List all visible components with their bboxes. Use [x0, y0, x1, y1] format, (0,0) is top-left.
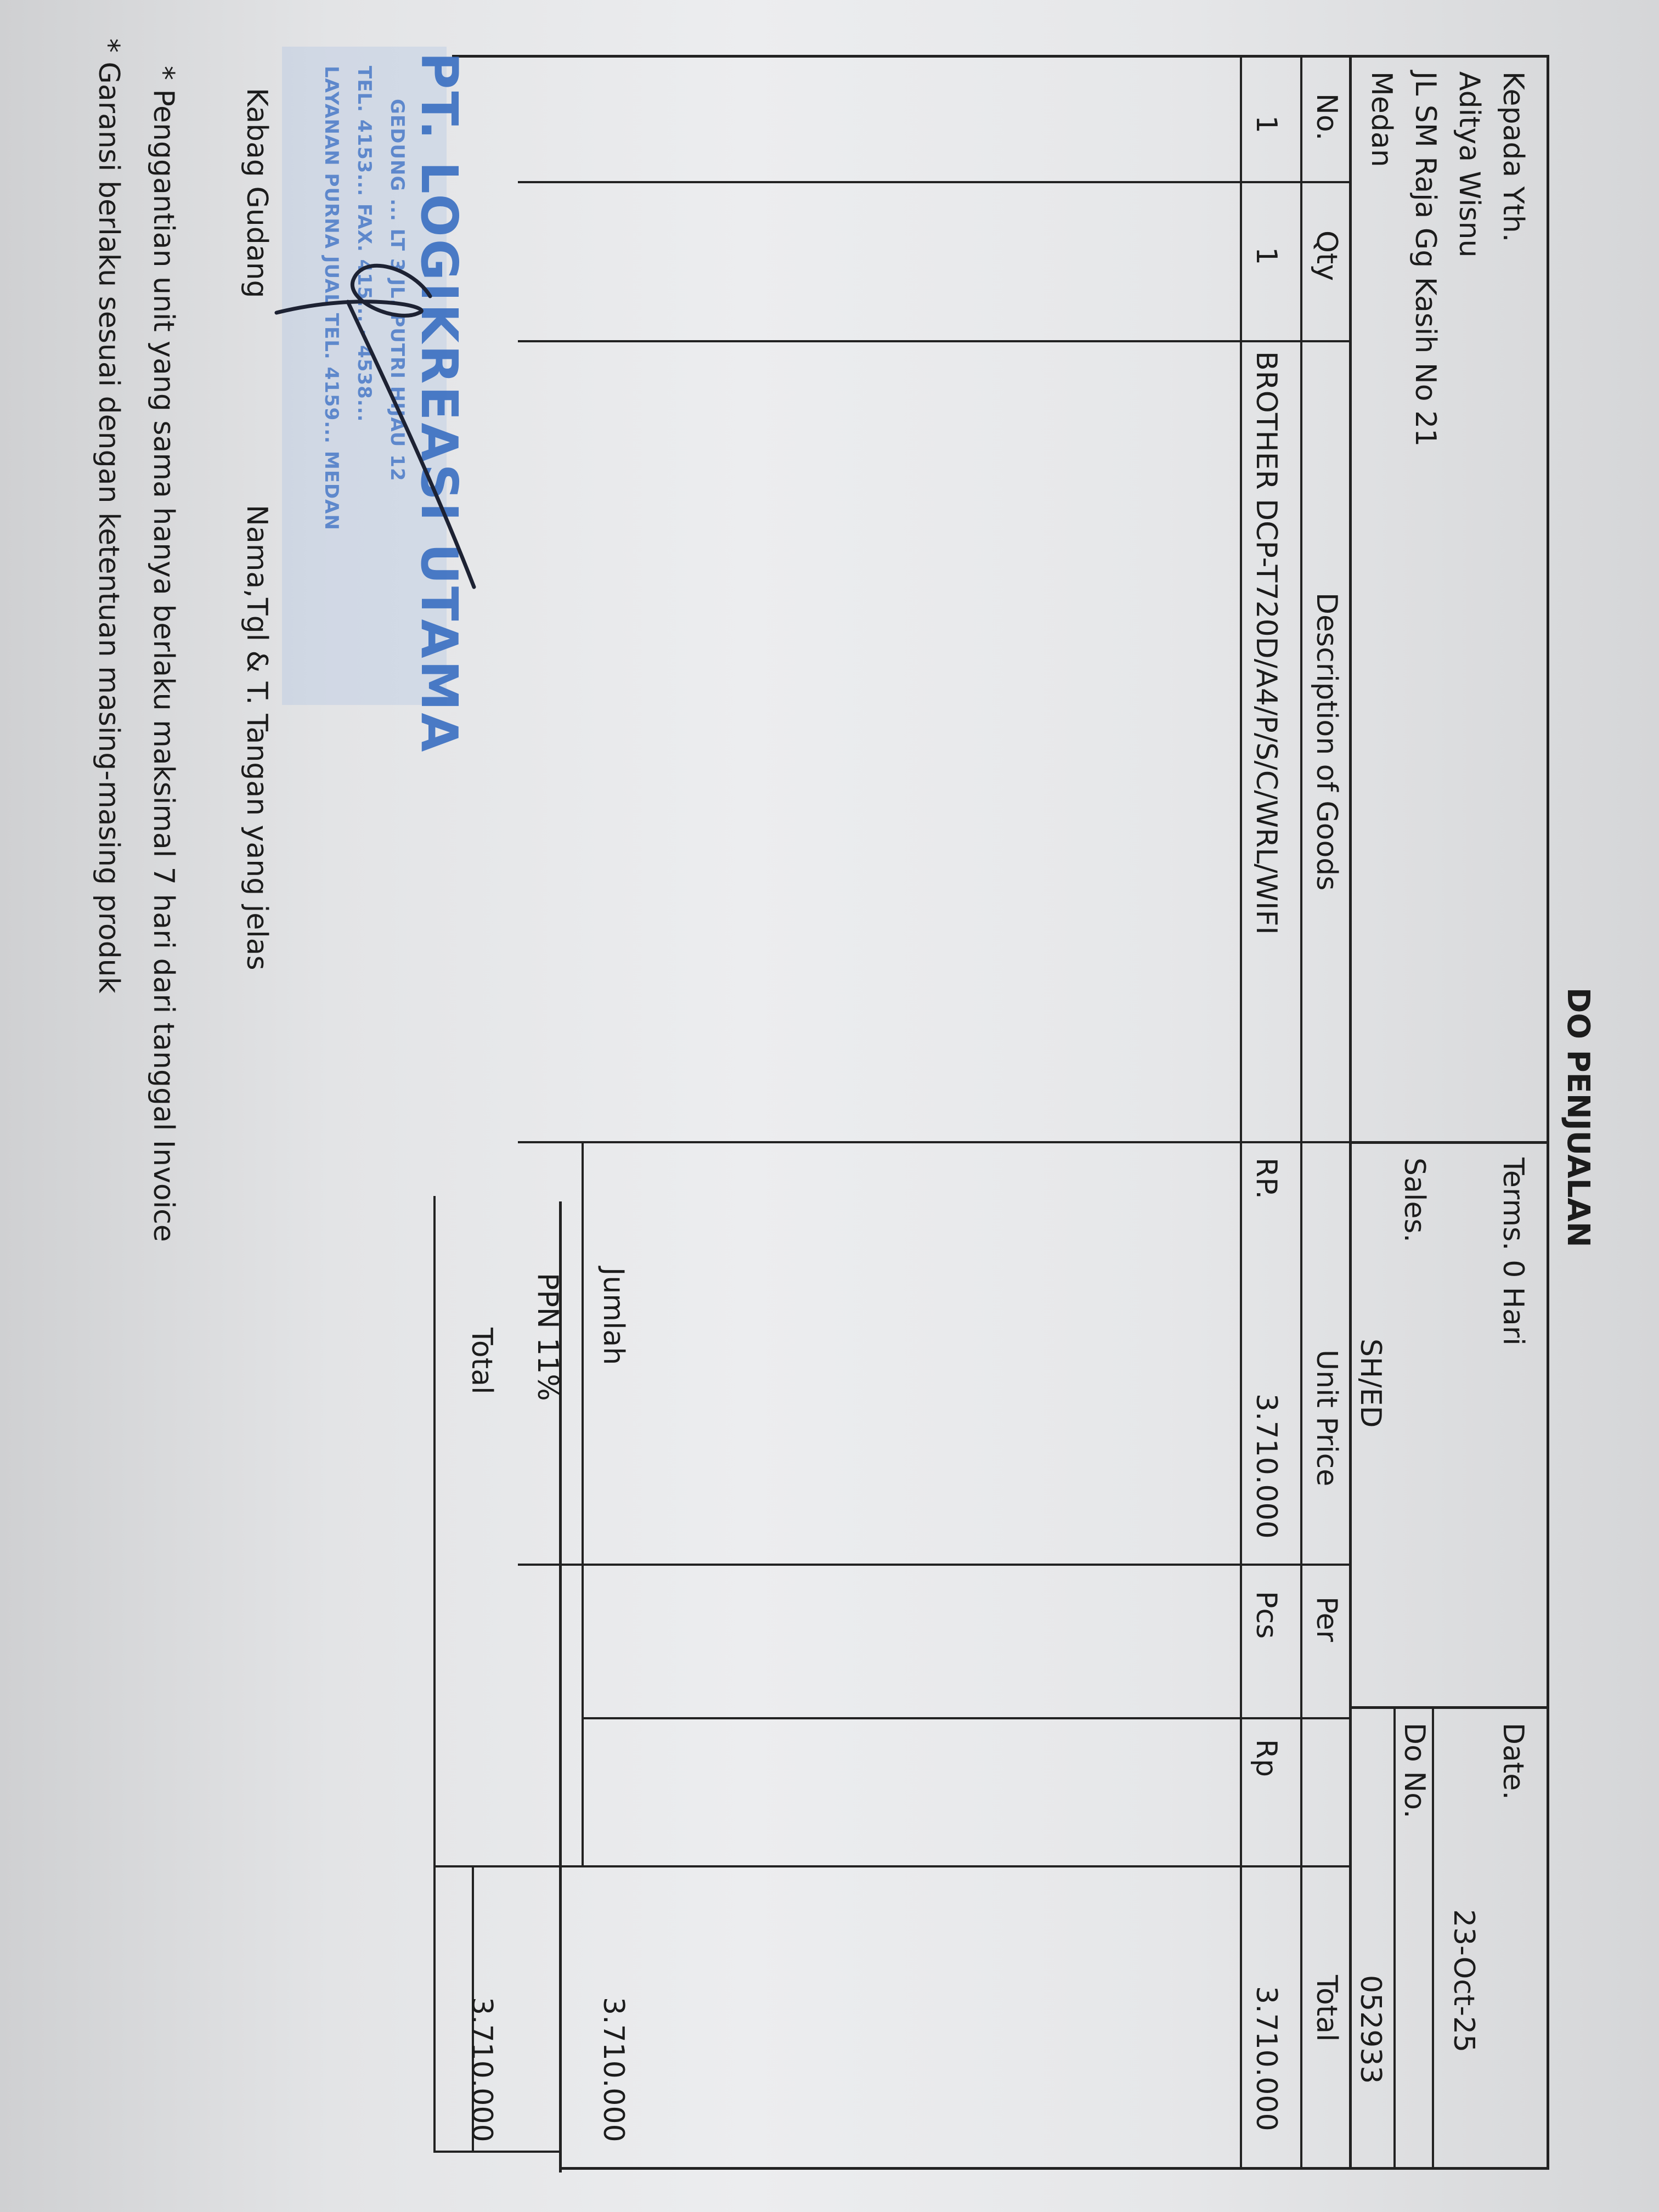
- header-description: Description of Goods: [1310, 592, 1343, 891]
- row-currency: RP.: [1250, 1158, 1283, 1199]
- warehouse-signature-label: Kabag Gudang: [240, 88, 273, 298]
- row-qty: 1: [1250, 247, 1283, 266]
- total-label: Total: [465, 1328, 498, 1395]
- summary-bottom-line: [433, 1196, 436, 2153]
- header-qty: Qty: [1310, 230, 1343, 281]
- header-unit-price: Unit Price: [1310, 1350, 1343, 1487]
- table-header-bottom-line: [1300, 55, 1302, 2167]
- date-value: 23-Oct-25: [1447, 1909, 1480, 2053]
- row-description: BROTHER DCP-T720D/A4/P/S/C/WRL/WIFI: [1250, 351, 1283, 935]
- do-number-value: 052933: [1354, 1975, 1387, 2084]
- col-divider-price: [518, 1564, 1352, 1566]
- date-do-separator: [1432, 1706, 1434, 2167]
- sales-value: SH/ED: [1354, 1339, 1387, 1428]
- frame-right-line: [562, 2167, 1549, 2170]
- note-replacement: * Penggantian unit yang sama hanya berlaku maksimal 7 hari dari tanggal Invoice: [147, 66, 180, 1242]
- receiver-signature-label: Nama,Tgl & T. Tangan yang jelas: [240, 505, 273, 970]
- table-row-line: [1240, 55, 1242, 2167]
- terms-text: Terms. 0 Hari: [1497, 1158, 1530, 1346]
- recipient-address: JL SM Raja Gg Kasih No 21: [1409, 71, 1442, 447]
- ppn-label: PPN 11%: [531, 1273, 564, 1401]
- document-title: DO PENJUALAN: [1560, 988, 1596, 1248]
- summary-col-divider: [436, 1865, 562, 1867]
- header-per: Per: [1310, 1596, 1343, 1642]
- do-number-separator: [1393, 1706, 1396, 2167]
- summary-line-left: [582, 1141, 584, 1865]
- table-header-top-line: [1349, 55, 1352, 2167]
- total-value: 3.710.000: [465, 1997, 498, 2142]
- recipient-label: Kepada Yth.: [1497, 71, 1530, 242]
- recipient-name: Aditya Wisnu: [1453, 71, 1486, 258]
- header-no: No.: [1310, 93, 1343, 141]
- frame-top-line: [1547, 55, 1549, 2167]
- meta-divider-1: [1352, 1141, 1549, 1144]
- stamp-address: GEDUNG ... LT 3 JL. PUTRI HIJAU 12: [386, 99, 408, 482]
- note-warranty: * Garansi berlaku sesuai dengan ketentuan masing-masing produk: [92, 38, 125, 994]
- summary-right-border: [436, 2151, 562, 2153]
- col-divider-no: [518, 181, 1352, 183]
- summary-line-right: [560, 1865, 562, 2167]
- sales-label: Sales.: [1398, 1158, 1431, 1243]
- recipient-city: Medan: [1365, 71, 1398, 167]
- col-divider-total: [562, 1865, 1352, 1867]
- col-divider-per: [584, 1717, 1352, 1719]
- row-total-currency: Rp: [1250, 1739, 1283, 1778]
- date-label: Date.: [1497, 1723, 1530, 1800]
- handwritten-signature: [240, 38, 529, 642]
- stamp-service: LAYANAN PURNA JUAL TEL. 4159... MEDAN: [320, 66, 342, 531]
- stamp-company-name: PT. LOGIKREASI UTAMA: [410, 52, 469, 754]
- row-per: Pcs: [1250, 1591, 1283, 1639]
- do-number-label: Do No.: [1398, 1723, 1431, 1819]
- col-divider-qty: [518, 340, 1352, 342]
- header-total: Total: [1310, 1975, 1343, 2042]
- row-unit-price: 3.710.000: [1250, 1393, 1283, 1539]
- jumlah-label: Jumlah: [597, 1267, 630, 1365]
- row-total: 3.710.000: [1250, 1986, 1283, 2131]
- col-divider-desc: [518, 1141, 1352, 1143]
- stamp-phone: TEL. 4153... FAX. 415... - 4538...: [353, 66, 375, 422]
- jumlah-value: 3.710.000: [597, 1997, 630, 2142]
- row-no: 1: [1250, 115, 1283, 134]
- frame-left-line: [452, 55, 1549, 58]
- meta-divider-2: [1352, 1706, 1549, 1709]
